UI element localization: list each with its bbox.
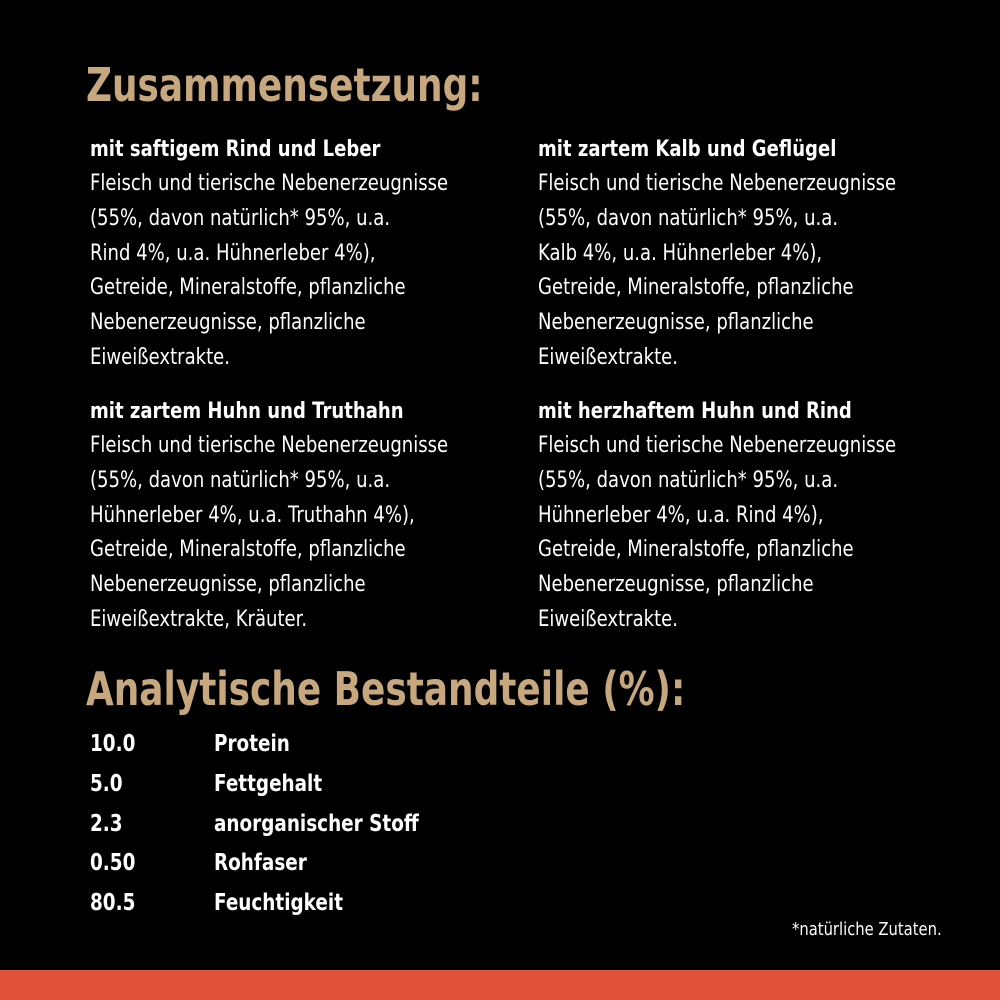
analysis-value: 80.5 (90, 890, 136, 917)
block-title: mit herzhaftem Huhn und Rind (538, 399, 852, 424)
block-line: Hühnerleber 4%, u.a. Truthahn 4%), (90, 502, 415, 528)
block-line: Getreide, Mineralstoffe, pflanzliche (538, 275, 854, 301)
block-line: Eiweißextrakte, Kräuter. (90, 606, 308, 632)
footnote: *natürliche Zutaten. (792, 919, 942, 940)
block-line: Nebenerzeugnisse, pflanzliche (90, 572, 366, 598)
composition-heading: Zusammensetzung: (86, 58, 483, 112)
block-title: mit saftigem Rind und Leber (90, 137, 381, 162)
analysis-value: 5.0 (90, 770, 123, 797)
analysis-value: 2.3 (90, 810, 123, 837)
block-line: Kalb 4%, u.a. Hühnerleber 4%), (538, 240, 823, 266)
analysis-value: 10.0 (90, 731, 136, 757)
analysis-label: Fettgehalt (214, 770, 323, 797)
analysis-label: Protein (214, 731, 290, 757)
bottom-accent-bar (0, 970, 1000, 1000)
block-line: (55%, davon natürlich* 95%, u.a. (538, 467, 839, 493)
block-line: Fleisch und tierische Nebenerzeugnisse (90, 171, 449, 196)
block-line: Getreide, Mineralstoffe, pflanzliche (90, 537, 406, 563)
block-line: Fleisch und tierische Nebenerzeugnisse (538, 433, 897, 458)
block-title: mit zartem Kalb und Geflügel (538, 137, 837, 162)
block-line: (55%, davon natürlich* 95%, u.a. (90, 205, 391, 231)
composition-block (538, 395, 978, 638)
analysis-label: Rohfaser (214, 850, 307, 877)
analysis-heading: Analytische Bestandteile (%): (86, 662, 686, 716)
analysis-value: 0.50 (90, 850, 136, 877)
block-line: Hühnerleber 4%, u.a. Rind 4%), (538, 502, 824, 528)
composition-block (90, 395, 530, 638)
block-line: Getreide, Mineralstoffe, pflanzliche (90, 275, 406, 301)
block-line: Nebenerzeugnisse, pflanzliche (538, 310, 814, 336)
analysis-label: Feuchtigkeit (214, 890, 344, 917)
block-title: mit zartem Huhn und Truthahn (90, 399, 404, 424)
analysis-label: anorganischer Stoff (214, 810, 419, 837)
block-line: Fleisch und tierische Nebenerzeugnisse (538, 171, 897, 196)
block-line: Rind 4%, u.a. Hühnerleber 4%), (90, 240, 376, 266)
block-line: Eiweißextrakte. (538, 344, 679, 370)
block-line: (55%, davon natürlich* 95%, u.a. (90, 467, 391, 493)
block-line: Nebenerzeugnisse, pflanzliche (538, 572, 814, 598)
block-line: Getreide, Mineralstoffe, pflanzliche (538, 537, 854, 563)
block-line: Fleisch und tierische Nebenerzeugnisse (90, 433, 449, 458)
composition-block (90, 133, 530, 376)
block-line: (55%, davon natürlich* 95%, u.a. (538, 205, 839, 231)
block-line: Eiweißextrakte. (538, 606, 679, 632)
composition-block (538, 133, 978, 376)
block-line: Nebenerzeugnisse, pflanzliche (90, 310, 366, 336)
block-line: Eiweißextrakte. (90, 344, 231, 370)
